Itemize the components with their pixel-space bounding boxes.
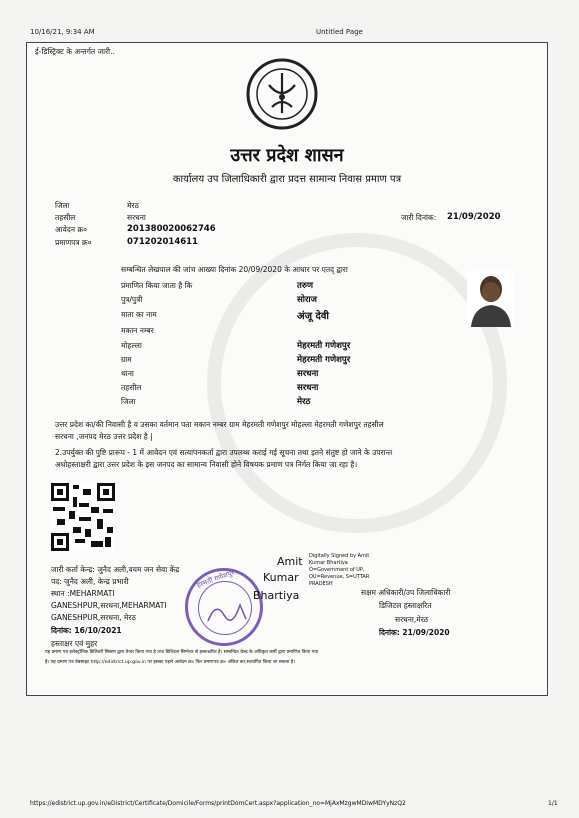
- digsig-name-3: Bhartiya: [253, 589, 300, 602]
- thana-value: सरधना: [297, 369, 319, 379]
- tehsil2-value: सरधना: [297, 383, 319, 393]
- village-value: मेहरमती गणेशपुर: [297, 355, 351, 365]
- certified-label: प्रमाणित किया जाता है कि: [121, 281, 193, 290]
- district2-value: मेरठ: [297, 397, 311, 407]
- office-seal-stamp: [185, 568, 263, 646]
- issuer-center: जारी कर्ता केन्द्र: जुनैद अली,वयम जन सेवा केंद्र: [51, 565, 180, 574]
- issuer-address-1: GANESHPUR,सरधना,MEHARMATI: [51, 601, 167, 610]
- son-of-label: पुत्र/पुत्री: [121, 295, 143, 304]
- applicant-photo: [467, 271, 515, 327]
- person-photo-icon: [467, 271, 515, 327]
- digsig-text-2: Kumar Bhartiya: [309, 560, 348, 566]
- authority-designation: सक्षम अधिकारी/उप जिलाधिकारी: [361, 588, 451, 597]
- issuer-note: ई-डिस्ट्रिक्ट के अन्तर्गत जारी..: [35, 47, 115, 56]
- district-value: मेरठ: [127, 201, 139, 210]
- document-subtitle: कार्यालय उप जिलाधिकारी द्वारा प्रदत्त सामान्य निवास प्रमाण पत्र: [172, 174, 402, 185]
- district-label: जिला: [55, 201, 70, 210]
- issuer-place: स्थान :MEHARMATI: [51, 589, 115, 598]
- issuer-address-2: GANESHPUR,सरधना, मेरठ: [51, 613, 136, 622]
- mother-label: माता का नाम: [121, 310, 157, 319]
- certificate-number: 071202014611: [127, 237, 198, 247]
- thana-label: थाना: [121, 369, 134, 378]
- verification-qr-code: [51, 483, 115, 551]
- application-number: 201380020062746: [127, 224, 216, 234]
- print-timestamp: 10/16/21, 9:34 AM: [30, 28, 95, 36]
- authority-location: सरधना,मेरठ: [395, 615, 429, 624]
- application-label: आवेदन क्र०: [55, 225, 88, 234]
- digsig-text-1: Digitally Signed by Amit: [309, 553, 370, 559]
- father-name: सोराज: [297, 295, 317, 305]
- authority-digital: डिजिटल हस्ताक्षरित: [379, 601, 432, 610]
- tehsil2-label: तहसील: [121, 383, 142, 392]
- footer-note-1: यह प्रमाण पत्र इलेक्ट्रॉनिक डिलिवरी सिस्टम द्वारा तैयार किया गया है तथा डिजिटल सिग्नेचर से हस्ताक्षरित है। सम्बन्धित केन्द्र के अधिकृत कर्मी द्वारा प्रमाणित किया गया: [45, 650, 319, 655]
- issuer-sign-label: हस्ताक्षर एवं मुहर: [51, 639, 98, 648]
- certificate-label: प्रमाणपत्र क्र०: [55, 238, 92, 247]
- up-emblem-icon: [245, 57, 319, 131]
- issuer-post: पद: जुनैद अली, केन्द्र प्रभारी: [51, 577, 129, 586]
- tehsil-value: सरधना: [127, 213, 146, 222]
- district2-label: जिला: [121, 397, 136, 406]
- issuer-date: दिनांक: 16/10/2021: [51, 626, 122, 635]
- mother-name: अंजू देवी: [297, 311, 330, 322]
- applicant-name: तरुण: [297, 281, 314, 291]
- print-page-number: 1/1: [548, 800, 558, 807]
- digsig-name-2: Kumar: [263, 571, 299, 584]
- authority-date: दिनांक: 21/09/2020: [379, 628, 450, 637]
- certificate-sheet: [26, 42, 548, 696]
- issue-date-label: जारी दिनांक:: [401, 213, 437, 222]
- intro-line: सम्बन्धित लेखपाल की जांच आख्या दिनांक 20/09/2020 के आधार पर एतद् द्वारा: [121, 265, 348, 274]
- house-label: मकान नम्बर: [121, 326, 154, 335]
- digsig-text-3: O=Government of UP,: [309, 567, 365, 573]
- print-page-title: Untitled Page: [316, 28, 363, 36]
- digsig-text-4: OU=Revenue, S=UTTAR: [309, 574, 370, 580]
- confirmation-paragraph-line1: 2.उपर्युक्त की पुष्टि प्रारूप - 1 में आवेदन एवं सत्यापनकर्ता द्वारा उपलब्ध कराई गई सूचना तथा इतने संतुष्ट हो जाने के उपरान्त: [55, 448, 393, 457]
- print-url: https://edistrict.up.gov.in/eDistrict/Certificate/Domicile/Forms/printDomCert.aspx?application_no=MjAxMzgwMDIwMDYyNzQ2: [30, 800, 406, 807]
- signature-scribble-icon: [206, 597, 250, 627]
- stamp-text: हरमती गणेशपुर: [195, 568, 236, 590]
- digsig-name-1: Amit: [277, 555, 303, 568]
- tehsil-label: तहसील: [55, 213, 76, 222]
- residence-paragraph-line1: उत्तर प्रदेश का/की निवासी है व उसका वर्तमान पता मकान नम्बर ग्राम मेहरमती गणेशपुर मोहल्ला मेहरमती गणेशपुर तहसील: [55, 420, 384, 429]
- residence-paragraph-line2: सरधना ,जनपद मेरठ उत्तर प्रदेश है |: [55, 432, 153, 441]
- digsig-text-5: PRADESH: [309, 581, 333, 587]
- mohalla-value: मेहरमती गणेशपुर: [297, 341, 351, 351]
- village-label: ग्राम: [121, 355, 132, 364]
- confirmation-paragraph-line2: अधोहस्ताक्षरी द्वारा उत्तर प्रदेश के इस जनपद का सामान्य निवासी होने विषयक प्रमाण पत्र निर्गत किया जा रहा है।: [55, 460, 358, 469]
- mohalla-label: मोहल्ला: [121, 341, 142, 350]
- watermark-emblem: [207, 233, 507, 533]
- document-title: उत्तर प्रदेश शासन: [230, 145, 344, 166]
- issue-date: 21/09/2020: [447, 212, 501, 222]
- footer-note-2: है। यह प्रमाण पत्र वेबसाइट http://edistrict.up.gov.in पर इसका पहले आवेदन क्र० फिर प्रमाणपत्र क्र० अंकित कर,सत्यापित किया जा सकता है।: [45, 660, 295, 665]
